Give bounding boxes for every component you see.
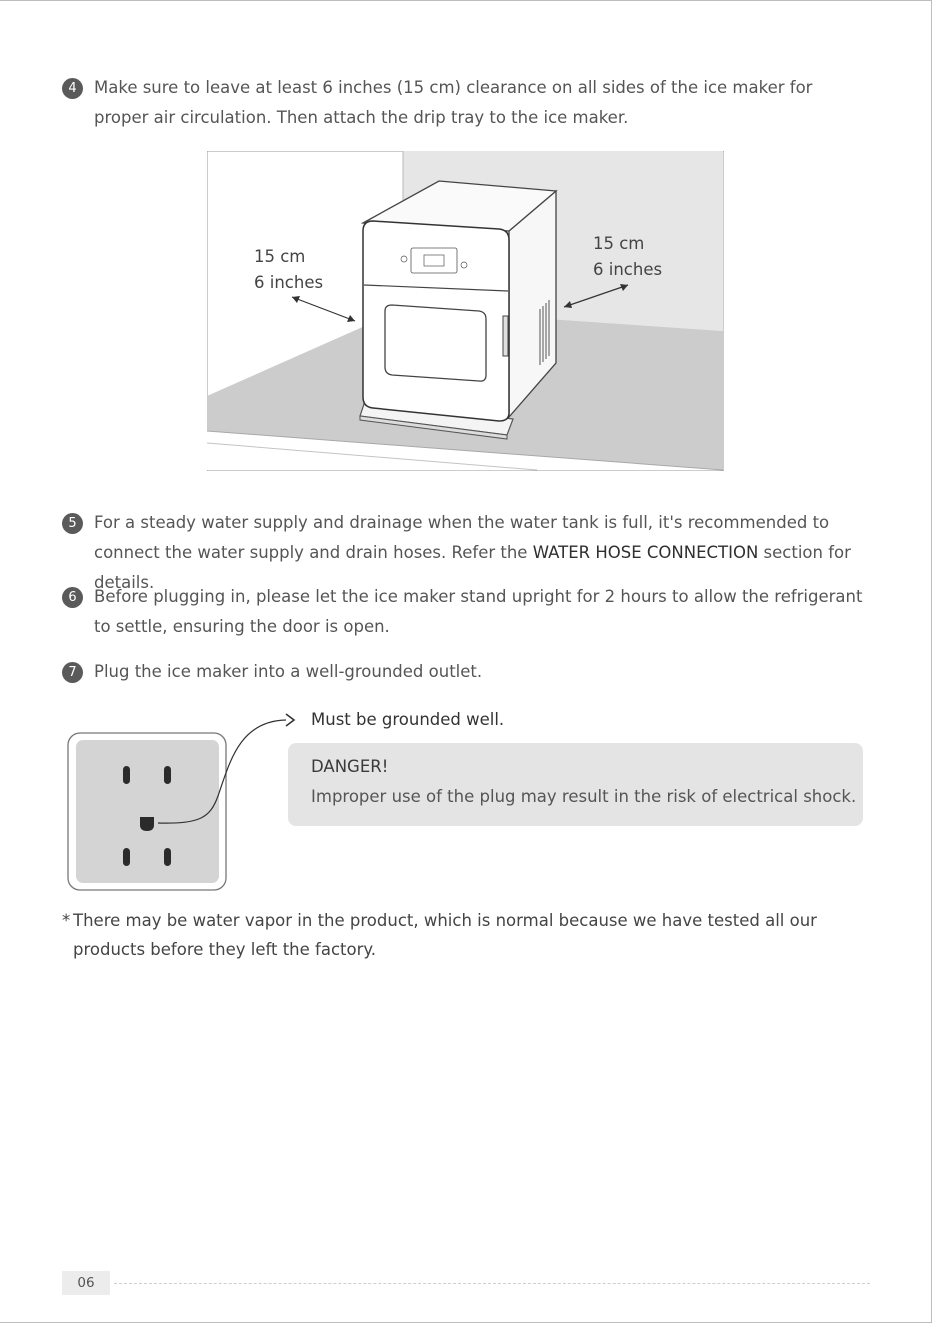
danger-warning-box [288, 743, 863, 826]
footer-divider [114, 1283, 870, 1284]
grounding-note: Must be grounded well. [311, 710, 505, 729]
danger-text: Improper use of the plug may result in the risk of electrical shock. [311, 787, 857, 806]
step-4 [62, 73, 872, 133]
right-clearance-inches: 6 inches [593, 260, 663, 279]
step-text-end: section for details. [94, 543, 851, 592]
page-number: 06 [62, 1271, 110, 1295]
right-clearance-cm: 15 cm [593, 234, 645, 253]
left-clearance-cm: 15 cm [254, 247, 306, 266]
water-hose-connection-reference: WATER HOSE CONNECTION [532, 543, 759, 562]
footnote-text: There may be water vapor in the product, which is normal because we have tested all our products before they left the factory. [73, 911, 817, 959]
footnote-marker: * [62, 911, 71, 930]
danger-title: DANGER! [311, 757, 389, 776]
step-number-badge: 7 [62, 662, 83, 683]
step-text: Before plugging in, please let the ice maker stand upright for 2 hours to allow the refrigerant to settle, ensuring the door is open. [94, 587, 863, 636]
step-7 [62, 657, 872, 687]
ice-maker-clearance-illustration [207, 151, 724, 471]
step-number-badge: 4 [62, 78, 83, 99]
step-number-badge: 6 [62, 587, 83, 608]
left-clearance-inches: 6 inches [254, 273, 324, 292]
step-text: Plug the ice maker into a well-grounded outlet. [94, 662, 483, 681]
left-clearance-label [254, 244, 323, 296]
footnote [62, 906, 852, 964]
step-6 [62, 582, 872, 642]
step-number-badge: 5 [62, 513, 83, 534]
outlet-icon [60, 706, 300, 896]
grounded-outlet-illustration [60, 706, 300, 896]
step-text-start: For a steady water supply and drainage when the water tank is full, it's recommended to connect the water supply and drain hoses. Refer the [94, 513, 830, 562]
ice-maker-drawing [207, 151, 724, 471]
step-text: Make sure to leave at least 6 inches (15 cm) clearance on all sides of the ice maker for proper air circulation. Then attach the drip tray to the ice maker. [94, 78, 813, 127]
right-clearance-label [593, 231, 662, 283]
